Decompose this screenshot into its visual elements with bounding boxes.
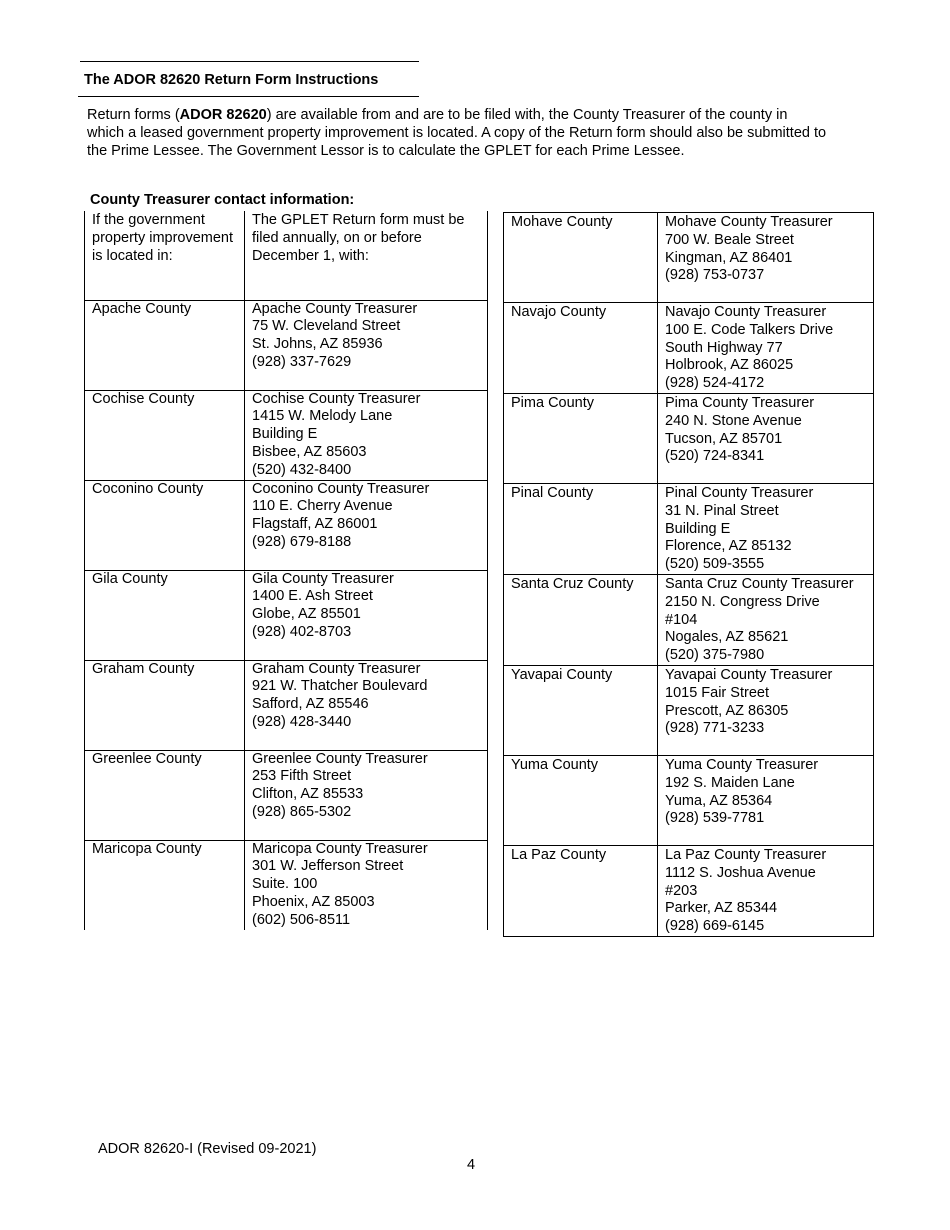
address-line: Nogales, AZ 85621: [665, 629, 789, 646]
address-line: (928) 669-6145: [665, 918, 765, 935]
intro-paragraph: [87, 106, 827, 160]
table-header-row: [85, 211, 488, 300]
treasurer-address-cell: [658, 393, 874, 483]
address-line: Maricopa County Treasurer: [252, 840, 428, 857]
address-line: Navajo County Treasurer: [665, 304, 827, 320]
treasurer-table-left: [84, 211, 488, 930]
address-line: (928) 771-3233: [665, 720, 765, 737]
table-row: [85, 390, 488, 480]
address-line: Cochise County Treasurer: [252, 390, 421, 407]
address-line: 1415 W. Melody Lane: [252, 408, 393, 425]
address-line: (928) 337-7629: [252, 353, 352, 370]
address-line: Kingman, AZ 86401: [665, 249, 793, 266]
address-line: 700 W. Beale Street: [665, 231, 794, 248]
heading-bottom-rule: [78, 96, 419, 97]
address-line: Suite. 100: [252, 876, 318, 893]
section-heading: The ADOR 82620 Return Form Instructions: [84, 72, 379, 88]
contact-info-heading: County Treasurer contact information:: [90, 192, 355, 208]
county-name-cell: Pinal County: [504, 483, 658, 574]
address-line: (928) 524-4172: [665, 375, 765, 392]
address-line: Parker, AZ 85344: [665, 900, 778, 917]
address-line: 253 Fifth Street: [252, 768, 352, 785]
address-line: South Highway 77: [665, 339, 783, 356]
table-row: [504, 755, 874, 845]
address-line: (928) 402-8703: [252, 623, 352, 640]
address-line: St. Johns, AZ 85936: [252, 336, 383, 353]
treasurer-address-cell: [245, 300, 488, 390]
address-line: 192 S. Maiden Lane: [665, 774, 795, 791]
address-line: Greenlee County Treasurer: [252, 750, 428, 767]
address-line: (602) 506-8511: [252, 911, 351, 928]
address-line: 1015 Fair Street: [665, 684, 769, 701]
address-line: (520) 375-7980: [665, 647, 765, 664]
address-line: Prescott, AZ 86305: [665, 702, 789, 719]
treasurer-address-cell: [245, 660, 488, 750]
county-name-cell: Apache County: [85, 300, 245, 390]
county-name-cell: Cochise County: [85, 390, 245, 480]
address-line: Mohave County Treasurer: [665, 214, 833, 230]
address-line: (928) 753-0737: [665, 267, 765, 284]
intro-text-start: Return forms (: [87, 107, 180, 123]
table-row: [504, 303, 874, 394]
address-line: Tucson, AZ 85701: [665, 430, 783, 447]
treasurer-table-right: [503, 212, 874, 937]
county-name-cell: Yuma County: [504, 755, 658, 845]
treasurer-address-cell: [245, 390, 488, 480]
address-line: Flagstaff, AZ 86001: [252, 516, 378, 533]
address-line: (520) 509-3555: [665, 556, 765, 573]
county-name-cell: Graham County: [85, 660, 245, 750]
table-row: [85, 480, 488, 570]
address-line: (928) 679-8188: [252, 533, 352, 550]
table-row: [85, 300, 488, 390]
treasurer-address-cell: [245, 750, 488, 840]
address-line: Pima County Treasurer: [665, 394, 815, 411]
address-line: (928) 865-5302: [252, 803, 352, 820]
address-line: 301 W. Jefferson Street: [252, 858, 404, 875]
address-line: 110 E. Cherry Avenue: [252, 498, 393, 515]
address-line: 75 W. Cleveland Street: [252, 318, 401, 335]
treasurer-address-cell: [658, 574, 874, 665]
table-row: [85, 750, 488, 840]
address-line: 31 N. Pinal Street: [665, 502, 779, 519]
table-row: [504, 393, 874, 483]
table-row: [504, 574, 874, 665]
address-line: La Paz County Treasurer: [665, 846, 827, 863]
county-name-cell: Mohave County: [504, 213, 658, 303]
address-line: Yuma, AZ 85364: [665, 792, 773, 809]
address-line: Pinal County Treasurer: [665, 484, 814, 501]
address-line: Clifton, AZ 85533: [252, 786, 364, 803]
table-row: [504, 665, 874, 755]
header-county-cell: If the government property improvement is located in:: [85, 211, 245, 300]
table-row: [85, 570, 488, 660]
address-line: (520) 724-8341: [665, 448, 765, 465]
intro-form-number: ADOR 82620: [179, 107, 267, 123]
table-row: [85, 660, 488, 750]
treasurer-address-cell: [245, 840, 488, 930]
treasurer-address-cell: [245, 480, 488, 570]
county-name-cell: Santa Cruz County: [504, 574, 658, 665]
county-name-cell: La Paz County: [504, 845, 658, 936]
address-line: Florence, AZ 85132: [665, 538, 792, 555]
county-name-cell: Greenlee County: [85, 750, 245, 840]
table-row: [504, 213, 874, 303]
treasurer-address-cell: [658, 213, 874, 303]
header-filing-cell: The GPLET Return form must be filed annually, on or before December 1, with:: [245, 211, 488, 300]
intro-text-end: ) are available from and are to be filed with, the County Treasurer of the county in which a leased government property improvement is located. A copy of the Return form should also be submitted to the Prime Lessee. The Government Lessor is to calculate the GPLET for each Prime Lessee.: [87, 107, 827, 159]
address-line: #203: [665, 882, 698, 899]
address-line: 921 W. Thatcher Boulevard: [252, 678, 428, 695]
county-name-cell: Gila County: [85, 570, 245, 660]
treasurer-address-cell: [658, 483, 874, 574]
treasurer-address-cell: [658, 845, 874, 936]
page-number: 4: [467, 1157, 476, 1173]
address-line: Building E: [252, 426, 318, 443]
heading-top-rule: [80, 61, 419, 62]
county-name-cell: Pima County: [504, 393, 658, 483]
table-row: [504, 483, 874, 574]
address-line: Santa Cruz County Treasurer: [665, 575, 854, 592]
treasurer-address-cell: [658, 755, 874, 845]
address-line: Gila County Treasurer: [252, 570, 394, 587]
address-line: Holbrook, AZ 86025: [665, 357, 794, 374]
address-line: #104: [665, 611, 698, 628]
form-revision-footer: ADOR 82620-I (Revised 09-2021): [98, 1141, 317, 1157]
address-line: Yuma County Treasurer: [665, 756, 819, 773]
treasurer-address-cell: [658, 303, 874, 394]
address-line: 240 N. Stone Avenue: [665, 412, 802, 429]
county-name-cell: Yavapai County: [504, 665, 658, 755]
county-name-cell: Maricopa County: [85, 840, 245, 930]
county-name-cell: Navajo County: [504, 303, 658, 394]
address-line: 1400 E. Ash Street: [252, 588, 373, 605]
address-line: (928) 539-7781: [665, 810, 765, 827]
address-line: (520) 432-8400: [252, 461, 352, 478]
address-line: Yavapai County Treasurer: [665, 666, 833, 683]
address-line: Apache County Treasurer: [252, 300, 418, 317]
address-line: Bisbee, AZ 85603: [252, 443, 367, 460]
treasurer-address-cell: [245, 570, 488, 660]
address-line: Globe, AZ 85501: [252, 606, 361, 623]
address-line: 100 E. Code Talkers Drive: [665, 321, 834, 338]
address-line: Phoenix, AZ 85003: [252, 893, 375, 910]
address-line: 2150 N. Congress Drive: [665, 593, 820, 610]
address-line: Coconino County Treasurer: [252, 480, 430, 497]
county-name-cell: Coconino County: [85, 480, 245, 570]
table-row: [504, 845, 874, 936]
table-row: [85, 840, 488, 930]
address-line: Graham County Treasurer: [252, 660, 421, 677]
address-line: Building E: [665, 520, 731, 537]
address-line: 1112 S. Joshua Avenue: [665, 864, 816, 881]
address-line: (928) 428-3440: [252, 713, 352, 730]
address-line: Safford, AZ 85546: [252, 696, 369, 713]
treasurer-address-cell: [658, 665, 874, 755]
